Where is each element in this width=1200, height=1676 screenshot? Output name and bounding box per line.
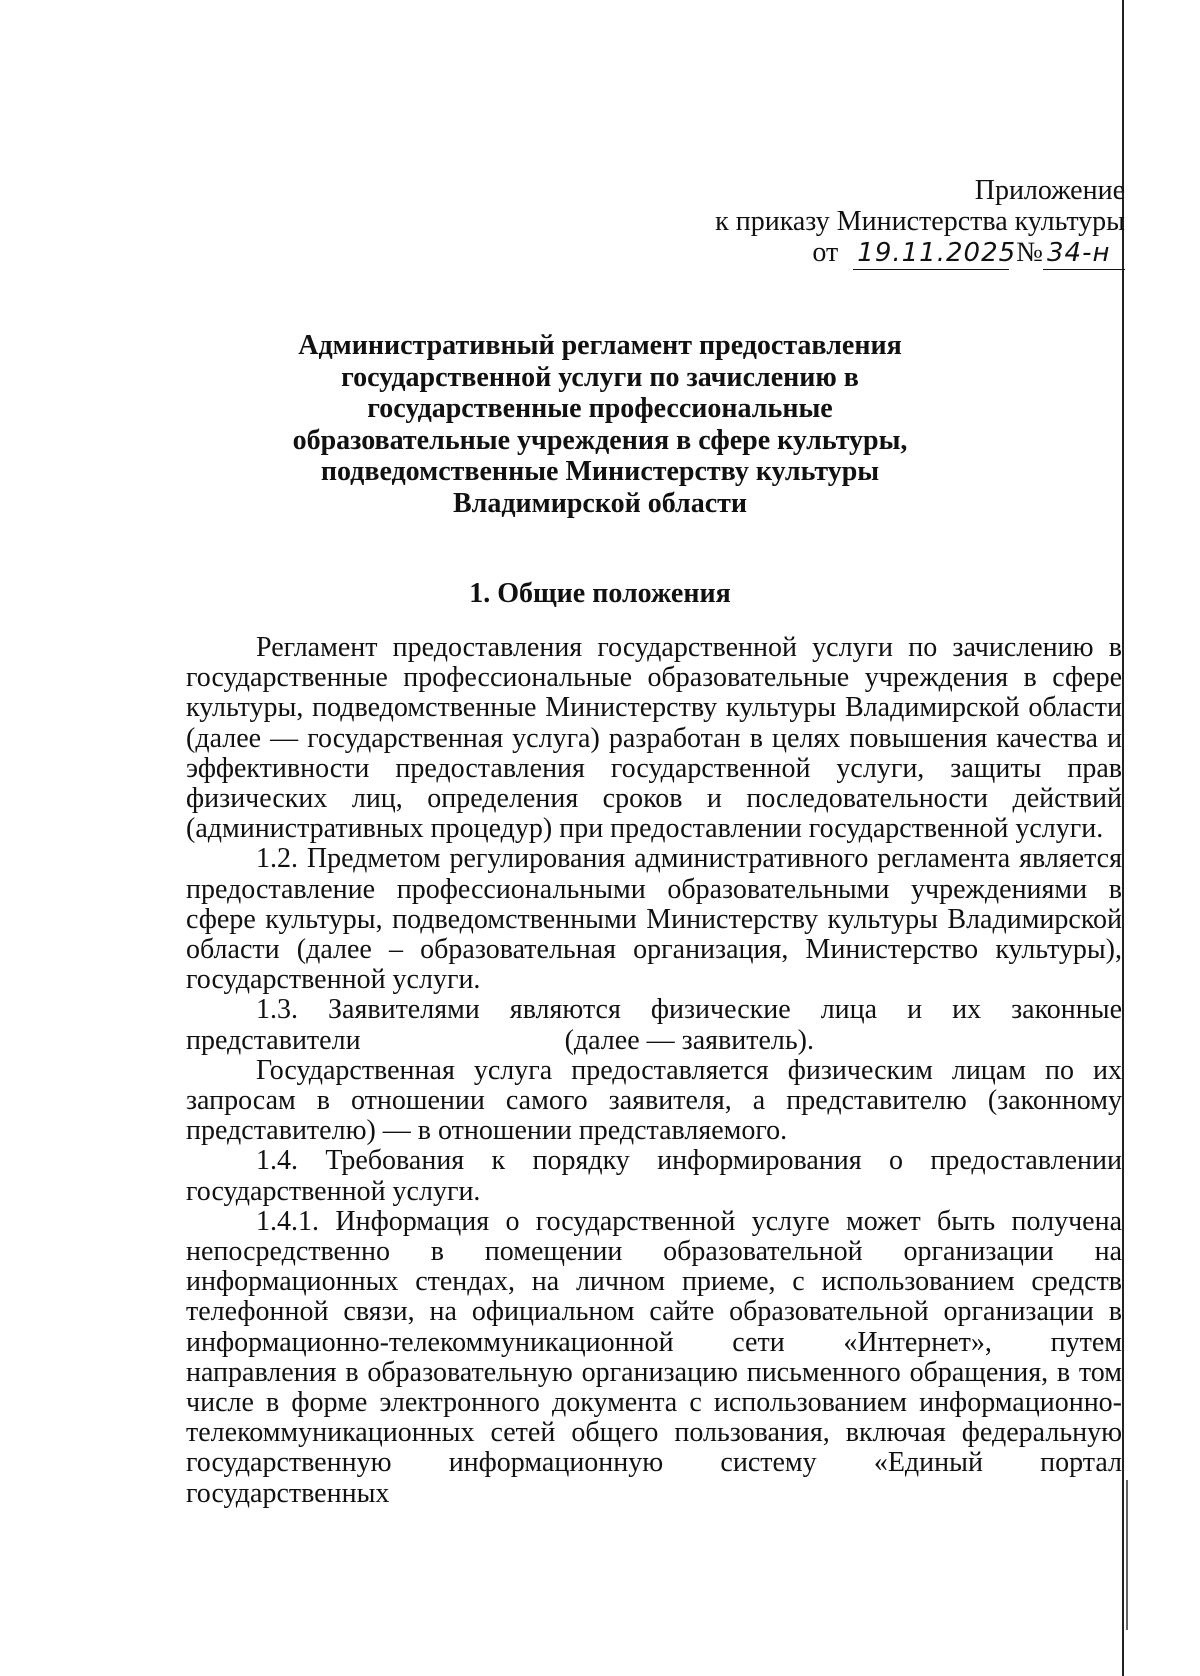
- title-line: государственной услуги по зачислению в: [341, 361, 859, 393]
- appendix-header: [715, 175, 1125, 270]
- paragraph-1-2: 1.2. Предметом регулирования административного регламента является предоставление профессиональными образовательными учреждениями в сфере культуры, подведомственными Министерству культуры Владимирской области (далее – образовательная организация, Министерство культуры), государственной услуги.: [186, 843, 1122, 996]
- order-reference: к приказу Министерства культуры: [715, 206, 1125, 237]
- number-prefix: №: [1016, 237, 1043, 268]
- paragraph-1-3-start: 1.3. Заявителями являются физические лица и их законные представители: [186, 994, 1122, 1056]
- document-body: [186, 633, 1122, 1509]
- paragraph-1-3: [186, 995, 1122, 1055]
- title-line: Владимирской области: [452, 487, 748, 519]
- paragraph-1-3-end: (далее — заявитель).: [564, 1024, 814, 1056]
- paragraph-general: Регламент предоставления государственной услуги по зачислению в государственные профессиональные образовательные учреждения в сфере культуры, подведомственные Министерству культуры Владимирской области (далее — государственная услуга) разработан в целях повышения качества и эффективности предоставления государственной услуги, защиты прав физических лиц, определения сроков и последовательности действий (административных процедур) при предоставлении государственной услуги.: [186, 632, 1122, 845]
- document-title: [250, 330, 950, 519]
- order-date: 19.11.2025: [853, 238, 1009, 270]
- title-line: подведомственные Министерству культуры: [320, 456, 880, 487]
- title-line: Административный регламент предоставления: [298, 330, 902, 361]
- appendix-label: Приложение: [974, 175, 1125, 206]
- title-line: образовательные учреждения в сфере культуры,: [292, 424, 908, 456]
- paragraph-1-4: 1.4. Требования к порядку информирования о предоставлении государственной услуги.: [186, 1145, 1122, 1207]
- order-date-row: [715, 237, 1125, 270]
- date-prefix: от: [812, 237, 839, 268]
- title-line: государственные профессиональные: [367, 393, 833, 424]
- paragraph-1-4-1: 1.4.1. Информация о государственной услуге может быть получена непосредственно в помещении образовательной организации на информационных стендах, на личном приеме, с использованием средств телефонной связи, на официальном сайте образовательной организации в информационно-телекоммуникационной сети «Интернет», путем направления в образовательную организацию письменного обращения, в том числе в форме электронного документа с использованием информационно-телекоммуникационных сетей общего пользования, включая федеральную государственную информационную систему «Единый портал государственных: [186, 1205, 1122, 1509]
- scan-edge-mark: [1126, 1480, 1128, 1630]
- order-number: 34-н: [1043, 238, 1125, 270]
- paragraph-service-provision: Государственная услуга предоставляется физическим лицам по их запросам в отношении самого заявителя, а представителю (законному представителю) — в отношении представляемого.: [186, 1054, 1122, 1147]
- section-heading: 1. Общие положения: [469, 578, 731, 609]
